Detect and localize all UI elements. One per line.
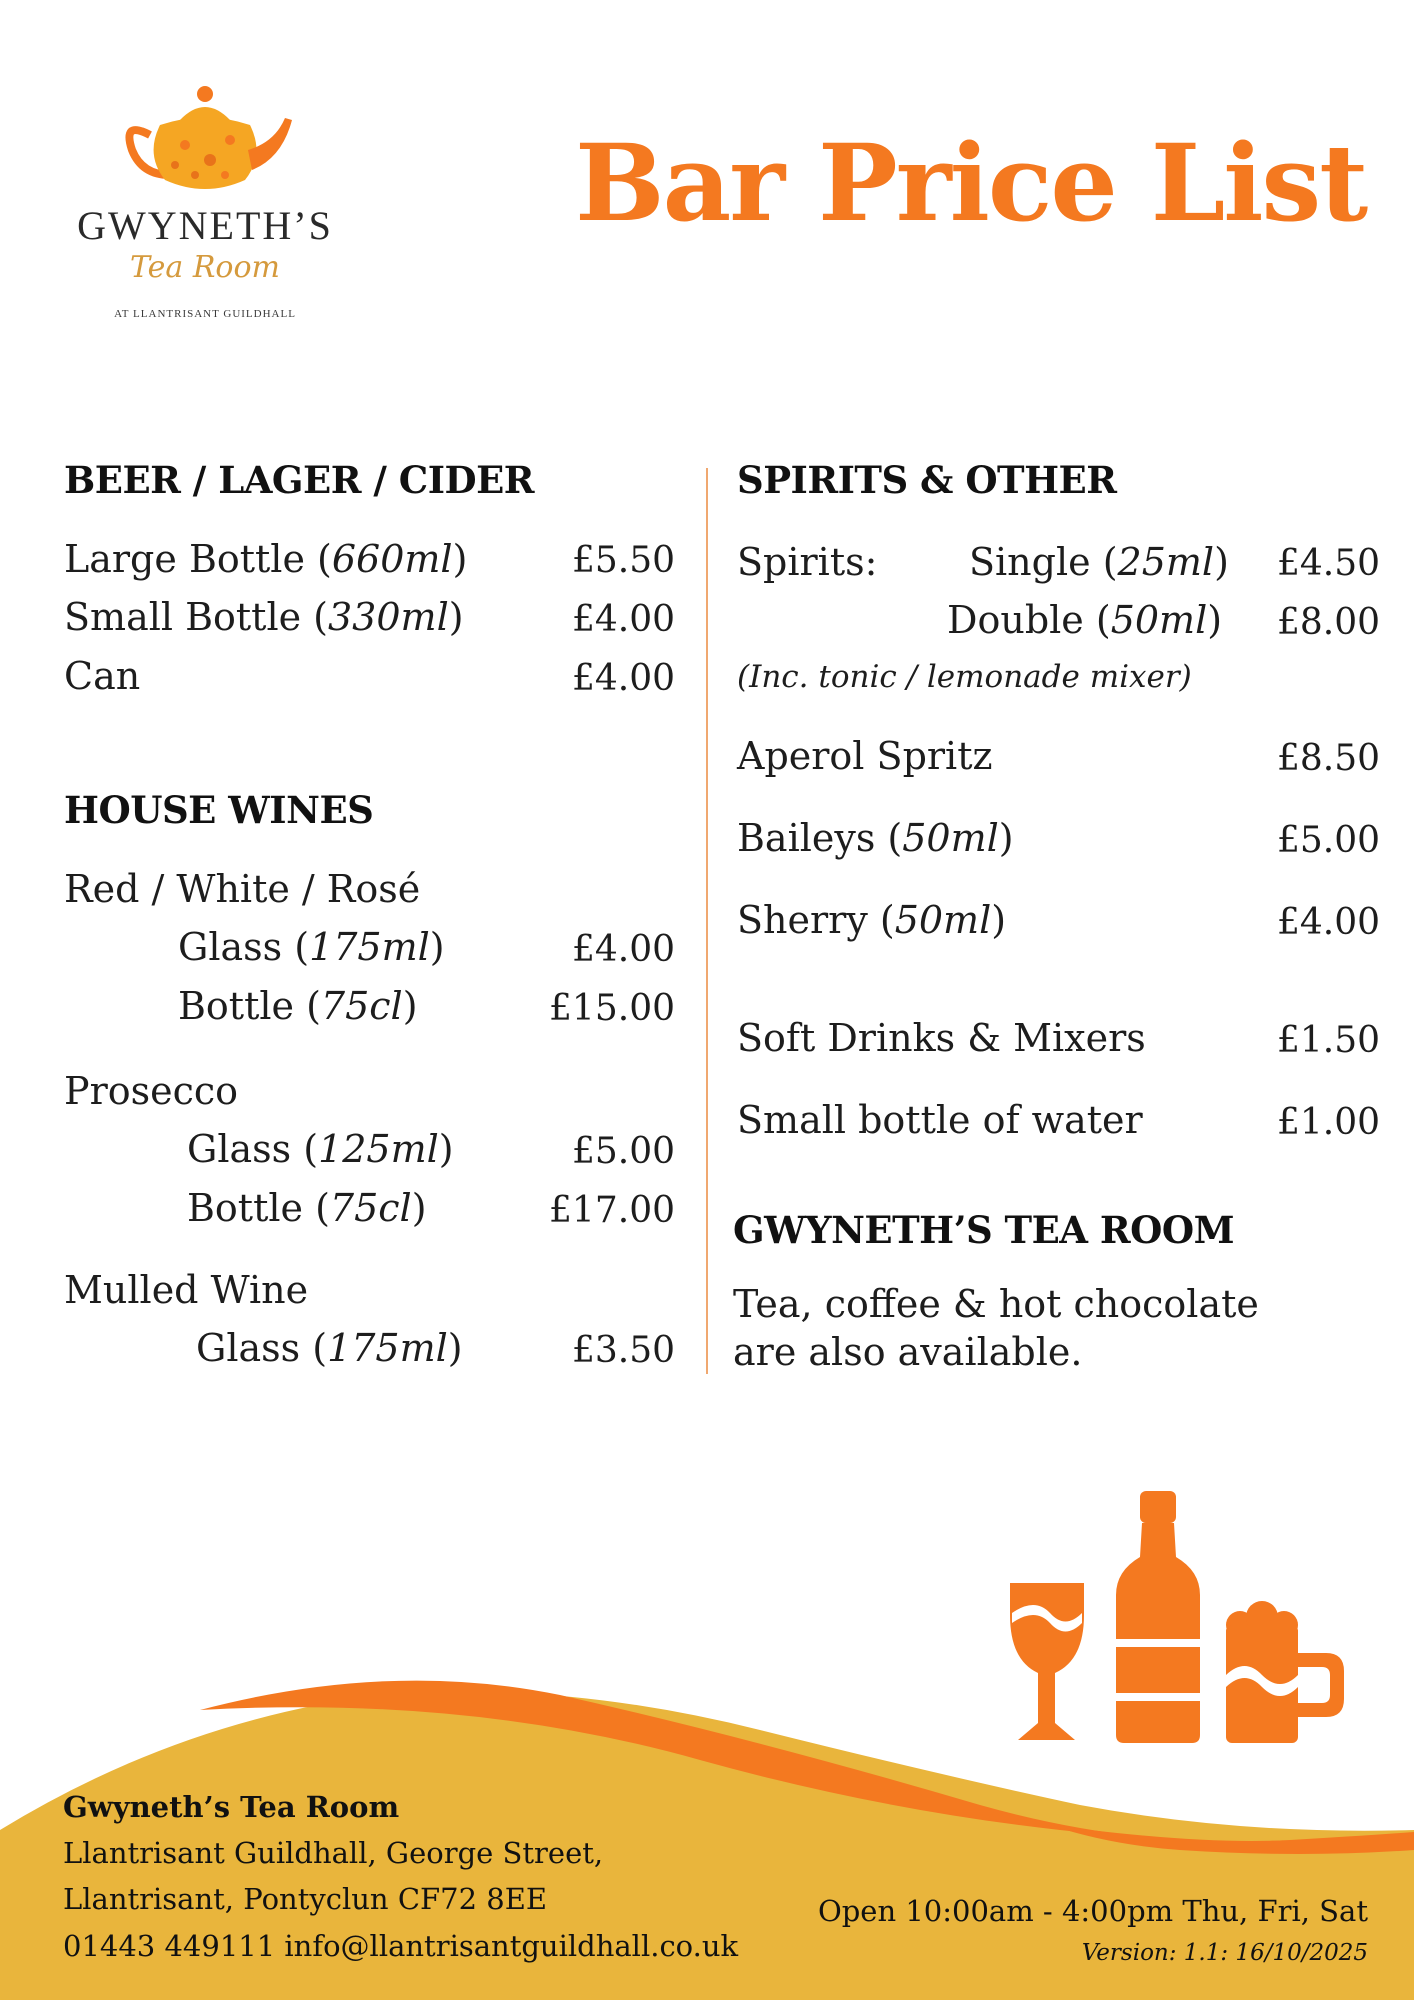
footer-contact: 01443 449111 info@llantrisantguildhall.co.uk <box>63 1929 739 1963</box>
price-mulled-glass: £3.50 <box>571 1330 675 1371</box>
spirits-heading: SPIRITS & OTHER <box>737 458 1117 502</box>
price-house-bottle: £15.00 <box>549 988 675 1029</box>
tearoom-line-1: Tea, coffee & hot chocolate <box>733 1282 1259 1326</box>
menu-item-water: Small bottle of water <box>737 1098 1143 1142</box>
menu-item-spirit-double: Double (50ml) <box>947 598 1223 642</box>
footer-business-name: Gwyneth’s Tea Room <box>63 1790 400 1824</box>
logo-location: AT LLANTRISANT GUILDHALL <box>114 308 296 320</box>
price-spirit-single: £4.50 <box>1276 543 1380 584</box>
logo-name: GWYNETH’S <box>77 203 333 248</box>
tearoom-line-2: are also available. <box>733 1330 1083 1374</box>
price-soft-drinks: £1.50 <box>1276 1020 1380 1061</box>
menu-item-small-bottle: Small Bottle (330ml) <box>64 595 464 639</box>
price-prosecco-glass: £5.00 <box>571 1131 675 1172</box>
menu-item-house-bottle: Bottle (75cl) <box>178 984 418 1028</box>
menu-item-can: Can <box>64 654 141 698</box>
price-large-bottle: £5.50 <box>571 540 675 581</box>
beer-heading: BEER / LAGER / CIDER <box>64 458 535 502</box>
teapot-icon <box>60 80 350 200</box>
page-title: Bar Price List <box>575 120 1367 245</box>
price-small-bottle: £4.00 <box>571 599 675 640</box>
menu-item-spirit-single: Single (25ml) <box>969 540 1229 584</box>
footer-version: Version: 1.1: 16/10/2025 <box>1081 1940 1368 1966</box>
menu-item-soft-drinks: Soft Drinks & Mixers <box>737 1016 1146 1060</box>
logo <box>60 80 350 330</box>
price-baileys: £5.00 <box>1276 820 1380 861</box>
menu-item-mulled-glass: Glass (175ml) <box>196 1326 463 1370</box>
footer-address-line-2: Llantrisant, Pontyclun CF72 8EE <box>63 1882 548 1916</box>
spirits-label: Spirits: <box>737 540 878 584</box>
menu-item-large-bottle: Large Bottle (660ml) <box>64 537 468 581</box>
menu-item-baileys: Baileys (50ml) <box>737 816 1014 860</box>
wine-mulled-label: Mulled Wine <box>64 1268 309 1312</box>
price-prosecco-bottle: £17.00 <box>549 1190 675 1231</box>
wine-prosecco-label: Prosecco <box>64 1069 239 1113</box>
menu-item-sherry: Sherry (50ml) <box>737 898 1007 942</box>
menu-item-aperol: Aperol Spritz <box>737 734 993 778</box>
menu-item-house-glass: Glass (175ml) <box>178 925 445 969</box>
price-can: £4.00 <box>571 658 675 699</box>
spirits-mixer-note: (Inc. tonic / lemonade mixer) <box>737 659 1192 695</box>
footer-address-line-1: Llantrisant Guildhall, George Street, <box>63 1836 604 1870</box>
menu-item-prosecco-glass: Glass (125ml) <box>187 1127 454 1171</box>
price-house-glass: £4.00 <box>571 929 675 970</box>
wines-heading: HOUSE WINES <box>64 788 374 832</box>
price-spirit-double: £8.00 <box>1276 602 1380 643</box>
price-sherry: £4.00 <box>1276 902 1380 943</box>
price-aperol: £8.50 <box>1276 738 1380 779</box>
menu-item-prosecco-bottle: Bottle (75cl) <box>187 1186 427 1230</box>
price-water: £1.00 <box>1276 1102 1380 1143</box>
tearoom-heading: GWYNETH’S TEA ROOM <box>733 1208 1235 1252</box>
wine-house-label: Red / White / Rosé <box>64 867 421 911</box>
footer-opening-hours: Open 10:00am - 4:00pm Thu, Fri, Sat <box>817 1894 1368 1928</box>
tearoom-text <box>733 1280 1353 1376</box>
column-divider <box>706 468 708 1374</box>
logo-subtitle: Tea Room <box>129 250 280 285</box>
